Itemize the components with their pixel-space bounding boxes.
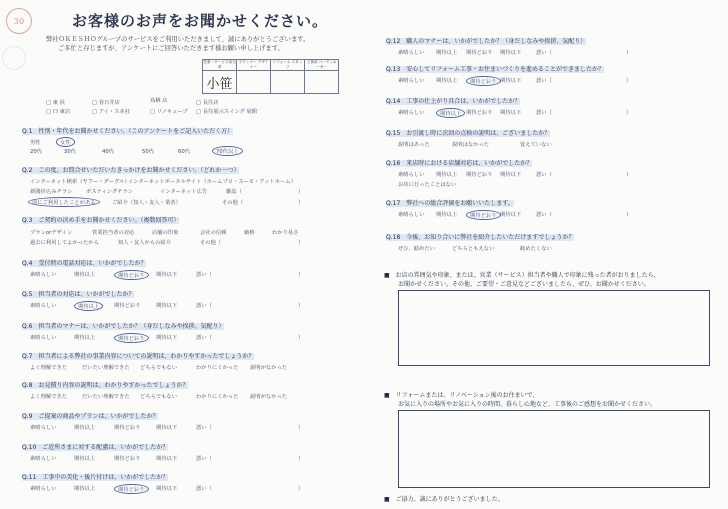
- q5-option[interactable]: 期待以下: [156, 303, 178, 309]
- q17-option[interactable]: 期待以上: [436, 212, 458, 218]
- q3-opt-plan[interactable]: プランorデザイン: [30, 230, 73, 236]
- q2-opt-ad[interactable]: インターネット広告: [160, 189, 208, 195]
- q16-option[interactable]: 期待以下: [500, 172, 522, 178]
- intro-line-1: 弊社ＯＫＥＳＨＯグループのサービスをご利用いただきまして、誠にありがとうございます。: [46, 36, 310, 43]
- q14-option: ）: [626, 110, 632, 116]
- q15-option[interactable]: 説明はなかった: [452, 142, 490, 148]
- sig-cell: [237, 71, 271, 94]
- box2-prompt-line-1: ■ リフォームまたは、リノベーション後のお住まいで、: [384, 392, 539, 399]
- q1-male[interactable]: 男性: [30, 140, 41, 146]
- q4-label: Q.4 受付時の電話対応は、いかがでしたか？: [22, 260, 147, 267]
- q8-option[interactable]: よく理解できた: [30, 394, 68, 400]
- q6-option[interactable]: 素晴らしい: [30, 335, 57, 341]
- q11-option: ）: [298, 486, 304, 492]
- q6-option: ）: [298, 335, 304, 341]
- q7-label: Q.7 担当者による弊社の事業内容についての説明は、わかりやすかったでしょうか？: [22, 353, 255, 360]
- closing-text: ■ ご協力、誠にありがとうございました。: [384, 496, 504, 503]
- q2-opt-repeat[interactable]: 前にご利用したことがある: [28, 197, 100, 207]
- q9-option[interactable]: 期待以下: [156, 425, 178, 431]
- box1-prompt-line-1: ■ お店の雰囲気や印象、または、営業（サービス）担当者や職人で印象に残った者がおりましたら、: [384, 272, 660, 279]
- branch-3[interactable]: 鳥栖 店: [150, 98, 168, 104]
- q6-option[interactable]: 期待以下: [156, 335, 178, 341]
- q13-option: ）: [626, 78, 632, 84]
- faded-seal: [2, 46, 26, 70]
- q9-option[interactable]: 素晴らしい: [30, 425, 57, 431]
- q2-opt-search[interactable]: インターネット検索（ヤフー・グーグル）: [30, 179, 130, 185]
- sig-header-sales: 営業・サービス担当者: [203, 60, 236, 69]
- q10-option[interactable]: 期待以下: [156, 456, 178, 462]
- q16-label: Q.16 来店時における店舗対応は、いかがでしたか？: [386, 160, 533, 167]
- q8-label: Q.8 お見積り内容の説明は、わかりやすかったでしょうか？: [22, 382, 189, 389]
- q11-option[interactable]: 素晴らしい: [30, 486, 57, 492]
- q9-option: ）: [298, 425, 304, 431]
- q9-option[interactable]: 期待どおり: [114, 425, 141, 431]
- branch-7[interactable]: □ リノキューブ: [150, 109, 188, 115]
- q12-option[interactable]: 悪い（: [536, 50, 552, 56]
- q13-option[interactable]: 期待どおり: [466, 76, 501, 86]
- q17-option[interactable]: 期待以下: [500, 212, 522, 218]
- q1-label: Q.1 性別・年代をお聞かせください。（このアンケートをご記入いただく方）: [22, 128, 234, 135]
- q14-option[interactable]: 悪い（: [536, 110, 552, 116]
- page-title: お客様のお声をお聞かせください。: [72, 12, 329, 30]
- signature-table: [202, 59, 339, 94]
- q12-option[interactable]: 期待以下: [500, 50, 522, 56]
- q11-label: Q.11 工事中の美化・後片付けは、いかがでしたか？: [22, 474, 169, 481]
- q6-label: Q.6 担当者のマナーは、いかがでしたか？（身だしなみや挨拶、気配り）: [22, 323, 225, 330]
- q13-option[interactable]: 期待以下: [500, 78, 522, 84]
- q7-option[interactable]: わかりにくかった: [196, 365, 239, 371]
- q3-opt-clarity[interactable]: わかり易さ: [272, 230, 299, 236]
- comment-box-2[interactable]: [398, 410, 710, 488]
- q16-option[interactable]: 期待どおり: [466, 172, 493, 178]
- q15-option[interactable]: 説明はあった: [398, 142, 430, 148]
- q13-option[interactable]: 悪い（: [536, 78, 552, 84]
- q12-option[interactable]: 素晴らしい: [398, 50, 425, 56]
- q18-option[interactable]: どちらともえない: [452, 246, 495, 252]
- q17-option[interactable]: 悪い（: [536, 212, 552, 218]
- q2-opt-other[interactable]: その他（: [222, 200, 244, 206]
- q11-option[interactable]: 期待以上: [74, 486, 96, 492]
- q3-label: Q.3 ご契約の決め手をお聞かせください。（複数回答可）: [22, 217, 180, 224]
- q10-option[interactable]: 期待以上: [74, 456, 96, 462]
- sig-header-planner: プランナー デザイナー: [237, 60, 271, 71]
- q10-option: ）: [298, 456, 304, 462]
- q1-age-50[interactable]: 50代: [142, 149, 155, 155]
- q17-option[interactable]: 期待どおり: [466, 210, 501, 220]
- q14-option[interactable]: 期待以上: [436, 108, 465, 118]
- intro-line-2: ご多忙と存じますが、アンケートにご回答いただきます様お願い申し上げます。: [58, 45, 284, 52]
- q10-option[interactable]: 期待どおり: [114, 456, 141, 462]
- sig-header-staff: リフォーム スタッフ: [271, 60, 305, 71]
- q7-option[interactable]: だいたい理解できた: [82, 365, 130, 371]
- branch-8[interactable]: □ 長住展示スイング 展館: [196, 109, 258, 115]
- sig-header-coordinator: 工事部 コーディネーター: [305, 60, 339, 71]
- branch-1[interactable]: □ 東 浜: [46, 100, 65, 106]
- q1-age-60[interactable]: 60代: [178, 149, 191, 155]
- q5-option[interactable]: 期待以上: [74, 301, 103, 311]
- q13-option[interactable]: 素晴らしい: [398, 78, 425, 84]
- q2-paren-close: ）: [298, 189, 304, 195]
- q13-option[interactable]: 期待以上: [436, 78, 458, 84]
- q6-option[interactable]: 期待どおり: [114, 333, 149, 343]
- q8-option[interactable]: 説明がなかった: [250, 394, 288, 400]
- q9-option[interactable]: 期待以上: [74, 425, 96, 431]
- q14-option[interactable]: 素晴らしい: [398, 110, 425, 116]
- branch-5[interactable]: □ 曰 東店: [46, 109, 71, 115]
- q5-option[interactable]: 悪い（: [196, 303, 212, 309]
- comment-box-1[interactable]: [398, 290, 710, 366]
- q8-option[interactable]: どちらでもない: [140, 394, 178, 400]
- q1-female[interactable]: 女性: [56, 137, 75, 147]
- q8-option[interactable]: だいたい理解できた: [82, 394, 130, 400]
- q13-label: Q.13 安心してリフォーム工事・お住まいづくりを進めることができましたか？: [386, 66, 604, 73]
- q3-opt-sales[interactable]: 営業担当者の対応: [92, 230, 135, 236]
- branch-4[interactable]: □ 長住店: [196, 100, 219, 106]
- branch-2[interactable]: □ 春日井店: [92, 100, 120, 106]
- q4-option[interactable]: 期待以下: [156, 272, 178, 278]
- q1-age-30[interactable]: 30代: [64, 149, 77, 155]
- q2-opt-flyer[interactable]: 新聞折込みチラシ: [30, 189, 73, 195]
- q6-option[interactable]: 期待以上: [74, 335, 96, 341]
- q17-label: Q.17 弊社への総合評価をお願いいたします。: [386, 200, 514, 207]
- q2-opt-portal[interactable]: インターネットポータルサイト（ホームプロ・スーモ・アットホーム）: [128, 179, 297, 185]
- q18-option[interactable]: ぜひ、勧めたい: [398, 246, 435, 252]
- q14-label: Q.14 工事の仕上がり具合は、いかがでしたか？: [386, 98, 521, 105]
- q14-option[interactable]: 期待以下: [500, 110, 522, 116]
- q17-option[interactable]: 素晴らしい: [398, 212, 425, 218]
- q11-option[interactable]: 悪い（: [196, 486, 212, 492]
- q9-label: Q.9 ご提案の商品やプランは、いかがでしたか？: [22, 413, 159, 420]
- q9-option[interactable]: 悪い（: [196, 425, 212, 431]
- q5-option[interactable]: 素晴らしい: [30, 303, 57, 309]
- q17-option: ）: [626, 212, 632, 218]
- box1-prompt-line-2: お聞かせください。その他、ご要望・ご意見などございましたら、ぜひ、お聞かせください。: [398, 281, 650, 288]
- q18-label: Q.18 今後、お知り合いに弊社を紹介したいただけますでしょうか？: [386, 234, 575, 241]
- q3-opt-past[interactable]: 過去に利用してよかったから: [30, 240, 99, 246]
- q5-label: Q.5 担当者の対応は、いかがでしたか？: [22, 291, 135, 298]
- q7-option[interactable]: よく理解できた: [30, 365, 68, 371]
- q2-label: Q.2 この度、お問合せいただいたきっかけをお聞かせください。（どれか一つ）: [22, 167, 240, 174]
- q7-option[interactable]: どちらでもない: [140, 365, 178, 371]
- q3-opt-intro[interactable]: 知人・友人からの紹介: [118, 240, 171, 246]
- q16-option[interactable]: 素晴らしい: [398, 172, 425, 178]
- q11-option[interactable]: 期待どおり: [114, 484, 149, 494]
- q10-option[interactable]: 悪い（: [196, 456, 212, 462]
- q3-opt-price[interactable]: 価格: [244, 230, 255, 236]
- q2-opt-posting[interactable]: ポスティングチラシ: [86, 189, 134, 195]
- q14-option[interactable]: 期待どおり: [466, 110, 493, 116]
- q1-age-70[interactable]: 70代以上: [212, 146, 243, 156]
- q3-opt-other[interactable]: その他（: [200, 240, 222, 246]
- q4-option: ）: [298, 272, 304, 278]
- q18-option[interactable]: 勧めたくない: [520, 246, 552, 252]
- stamp-seal: [6, 8, 32, 34]
- q8-option[interactable]: わかりにくかった: [196, 394, 239, 400]
- handwritten-signature: 小笹: [206, 76, 233, 92]
- q10-option[interactable]: 素晴らしい: [30, 456, 57, 462]
- q12-option[interactable]: 期待以上: [436, 50, 458, 56]
- q2-opt-magazine[interactable]: 雑誌（: [226, 189, 242, 195]
- q12-option: ）: [626, 50, 632, 56]
- sig-cell: [271, 71, 305, 94]
- q16-option: ）: [626, 172, 632, 178]
- box2-prompt-line-2: お気に入りの場所やお気に入りの時間、暮らし心地など、工事後のご感想をお聞かせください。: [398, 401, 657, 408]
- q3-opt-trust[interactable]: 会社の信頼: [200, 230, 227, 236]
- q4-option[interactable]: 期待どおり: [114, 270, 149, 280]
- q16-option[interactable]: 悪い（: [536, 172, 552, 178]
- q4-option[interactable]: 素晴らしい: [30, 272, 57, 278]
- q6-option[interactable]: 悪い（: [196, 335, 212, 341]
- q3-opt-shop[interactable]: 店舗の印象: [152, 230, 179, 236]
- q10-label: Q.10 ご近所さまに対する配慮は、いかがでしたか？: [22, 444, 169, 451]
- q2-opt-referral[interactable]: ご紹介（知人・友人・業者）: [112, 200, 181, 206]
- stamp-text: 30: [13, 16, 25, 26]
- q5-option: ）: [298, 303, 304, 309]
- q7-option[interactable]: 説明がなかった: [250, 365, 288, 371]
- branch-6[interactable]: □ アイ・ス本社: [92, 109, 130, 115]
- q16-option[interactable]: 期待以上: [436, 172, 458, 178]
- q5-option[interactable]: 期待どおり: [114, 303, 141, 309]
- q3-paren-close: ）: [298, 240, 304, 246]
- sig-cell: [305, 71, 339, 94]
- q1-age-40[interactable]: 40代: [102, 149, 115, 155]
- q12-option[interactable]: 期待どおり: [466, 50, 493, 56]
- q2-paren-close-2: ）: [298, 200, 304, 206]
- q4-option[interactable]: 期待以上: [74, 272, 96, 278]
- q15-option[interactable]: 覚えていない: [520, 142, 552, 148]
- q1-age-20[interactable]: 20代: [30, 149, 43, 155]
- q4-option[interactable]: 悪い（: [196, 272, 212, 278]
- q16-extra-option[interactable]: お店に行ったことはない: [398, 182, 457, 188]
- q11-option[interactable]: 期待以下: [156, 486, 178, 492]
- q15-label: Q.15 お引渡し時に次回の点検の説明は、ございましたか？: [386, 130, 551, 137]
- q12-label: Q.12 職人のマナーは、いかがでしたか？（身だしなみや挨拶、気配り）: [386, 38, 587, 45]
